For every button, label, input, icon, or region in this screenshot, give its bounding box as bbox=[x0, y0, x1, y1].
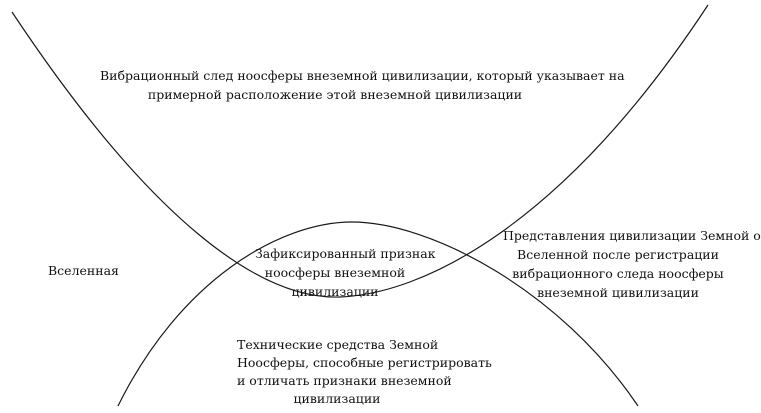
universe-label: Вселенная bbox=[48, 263, 119, 278]
center-label-line: цивилизации bbox=[291, 284, 379, 299]
bottom-label-line: и отличать признаки внеземной bbox=[237, 373, 452, 388]
center-label-line: Зафиксированный признак bbox=[255, 246, 436, 261]
bottom-label-line: Технические средства Земной bbox=[237, 337, 439, 352]
center-label-line: ноосферы внеземной bbox=[264, 265, 406, 280]
right-label-line: внеземной цивилизации bbox=[537, 285, 699, 300]
bottom-label-line: Ноосферы, способные регистрировать bbox=[237, 355, 492, 370]
right-label-line: Вселенной после регистрации bbox=[517, 247, 719, 262]
top-label-line: примерной расположение этой внеземной цивилизации bbox=[147, 87, 523, 102]
recorded-sign-label bbox=[255, 244, 436, 301]
right-label-line: вибрационного следа ноосферы bbox=[512, 266, 724, 281]
noosphere-vibration-trace-label bbox=[100, 66, 625, 104]
technical-means-label bbox=[237, 336, 492, 408]
right-label-line: Представления цивилизации Земной о bbox=[503, 228, 761, 243]
earth-civilization-views-label bbox=[503, 226, 761, 302]
top-label-line: Вибрационный след ноосферы внеземной цивилизации, который указывает на bbox=[100, 68, 625, 83]
bottom-label-line: цивилизации bbox=[293, 391, 381, 406]
